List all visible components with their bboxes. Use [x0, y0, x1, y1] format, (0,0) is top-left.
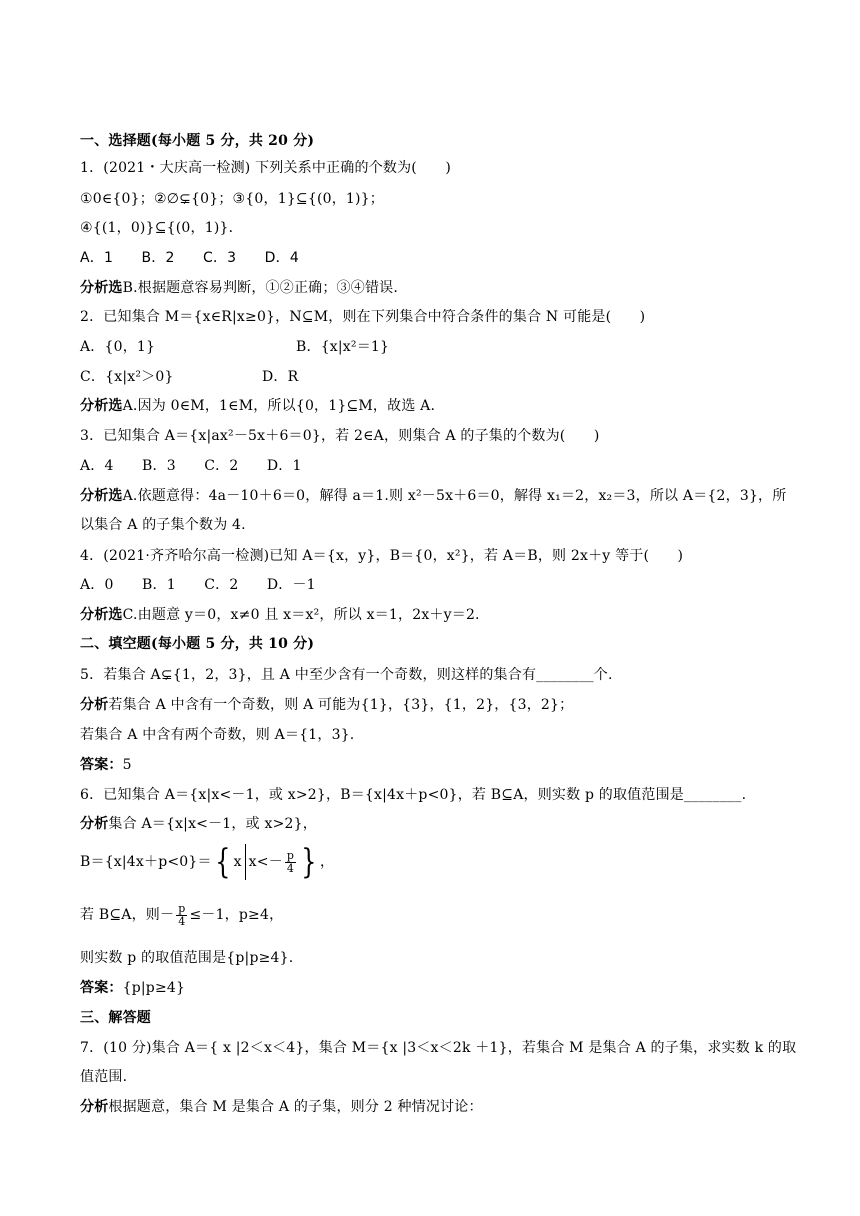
question-6-range: 则实数 p 的取值范围是{p|p≥4}.	[80, 950, 294, 966]
question-7-stem-1: 7．(10 分)集合 A＝{ x |2＜x＜4}，集合 M＝{x |3＜x＜2k ＋1}，若集合 M 是集合 A 的子集，求实数 k 的取	[80, 1040, 797, 1056]
analysis-label: 分析选	[80, 280, 123, 296]
option-a: A．{0，1}	[80, 339, 156, 355]
section-heading-fill: 二、填空题(每小题 5 分，共 10 分)	[80, 636, 315, 652]
analysis-text: 若集合 A 中含有一个奇数，则 A 可能为{1}，{3}，{1，2}，{3，2}；	[108, 697, 574, 713]
question-7-analysis	[80, 1098, 483, 1116]
option-d: D．R	[262, 369, 299, 385]
analysis-text: B.根据题意容易判断，①②正确；③④错误.	[122, 280, 398, 296]
question-4-stem: 4．(2021·齐齐哈尔高一检测)已知 A＝{x，y}，B＝{0，x²}，若 A＝B，则 2x＋y 等于( )	[80, 548, 684, 564]
question-1-items-2: ④{(1，0)}⊆{(0，1)}．	[80, 220, 243, 236]
analysis-label: 分析选	[80, 398, 123, 414]
question-3-analysis-1	[80, 487, 786, 505]
analysis-label: 分析	[80, 1099, 109, 1115]
answer-label: 答案：	[80, 757, 123, 773]
set-b-tail: ，	[320, 854, 335, 870]
fraction-p-over-4: $\frac{p}{4}$	[286, 848, 295, 875]
question-6-answer	[80, 979, 185, 997]
question-1-analysis	[80, 279, 398, 297]
analysis-text: 集合 A＝{x|x<－1，或 x>2}，	[108, 816, 317, 832]
question-3-analysis-2: 以集合 A 的子集个数为 4.	[80, 517, 246, 533]
question-1-options: A．1 B．2 C．3 D．4	[80, 250, 299, 266]
analysis-label: 分析	[80, 697, 109, 713]
question-1-items-1: ①0∈{0}；②∅⊊{0}；③{0，1}⊆{(0，1)}；	[80, 191, 385, 207]
question-2-options-row-2	[80, 368, 480, 386]
option-c: C．{x|x²＞0}	[80, 369, 174, 385]
condition-suffix: ≤－1，p≥4，	[189, 907, 284, 923]
question-5-analysis-1	[80, 696, 573, 714]
answer-label: 答案：	[80, 980, 123, 996]
question-6-set-b	[80, 840, 334, 884]
set-b-var: x	[233, 854, 242, 870]
question-2-analysis	[80, 397, 435, 415]
analysis-text: A.因为 0∈M，1∈M，所以{0，1}⊆M，故选 A.	[122, 398, 436, 414]
set-bar	[245, 844, 246, 880]
question-6-condition	[80, 897, 283, 933]
analysis-label: 分析选	[80, 607, 123, 623]
right-brace: }	[301, 842, 317, 882]
answer-value: 5	[122, 757, 132, 773]
option-b: B．{x|x²＝1}	[296, 339, 390, 355]
question-3-stem: 3．已知集合 A＝{x|ax²－5x＋6＝0}，若 2∈A，则集合 A 的子集的个数为( )	[80, 428, 600, 444]
section-heading-solve: 三、解答题	[80, 1010, 151, 1026]
answer-value: {p|p≥4}	[122, 980, 186, 996]
set-b-lhs: B＝{x|4x＋p<0}＝	[80, 854, 212, 870]
question-5-analysis-2: 若集合 A 中含有两个奇数，则 A＝{1，3}.	[80, 727, 355, 743]
analysis-text: A.依题意得：4a－10＋6＝0，解得 a＝1.则 x²－5x＋6＝0，解得 x₁＝2，x₂＝3，所以 A＝{2，3}，所	[122, 488, 787, 504]
question-5-stem: 5．若集合 A⊊{1，2，3}，且 A 中至少含有一个奇数，则这样的集合有________个.	[80, 667, 613, 683]
analysis-text: C.由题意 y＝0，x≠0 且 x＝x²，所以 x＝1，2x＋y＝2.	[122, 607, 480, 623]
fraction-p-over-4: $\frac{p}{4}$	[178, 901, 186, 928]
question-2-options-row-1	[80, 338, 480, 356]
analysis-text: 根据题意，集合 M 是集合 A 的子集，则分 2 种情况讨论：	[108, 1099, 483, 1115]
question-3-options: A．4 B．3 C．2 D．1	[80, 458, 302, 474]
question-2-stem: 2．已知集合 M＝{x∈R|x≥0}，N⊆M，则在下列集合中符合条件的集合 N 可能是( )	[80, 309, 646, 325]
condition-prefix: 若 B⊆A，则－	[80, 907, 175, 923]
section-heading-choice: 一、选择题(每小题 5 分，共 20 分)	[80, 133, 315, 149]
question-6-stem: 6．已知集合 A＝{x|x<－1，或 x>2}，B＝{x|4x＋p<0}，若 B⊆A，则实数 p 的取值范围是________.	[80, 787, 747, 803]
question-7-stem-2: 值范围.	[80, 1069, 128, 1085]
question-5-answer	[80, 756, 132, 774]
question-1-stem: 1．(2021・大庆高一检测) 下列关系中正确的个数为( )	[80, 160, 452, 176]
question-4-analysis	[80, 606, 480, 624]
analysis-label: 分析	[80, 816, 109, 832]
set-b-cond: x<－	[248, 854, 283, 870]
question-6-analysis-1	[80, 815, 317, 833]
left-brace: {	[214, 842, 231, 882]
question-4-options: A．0 B．1 C．2 D．－1	[80, 577, 316, 593]
analysis-label: 分析选	[80, 488, 123, 504]
